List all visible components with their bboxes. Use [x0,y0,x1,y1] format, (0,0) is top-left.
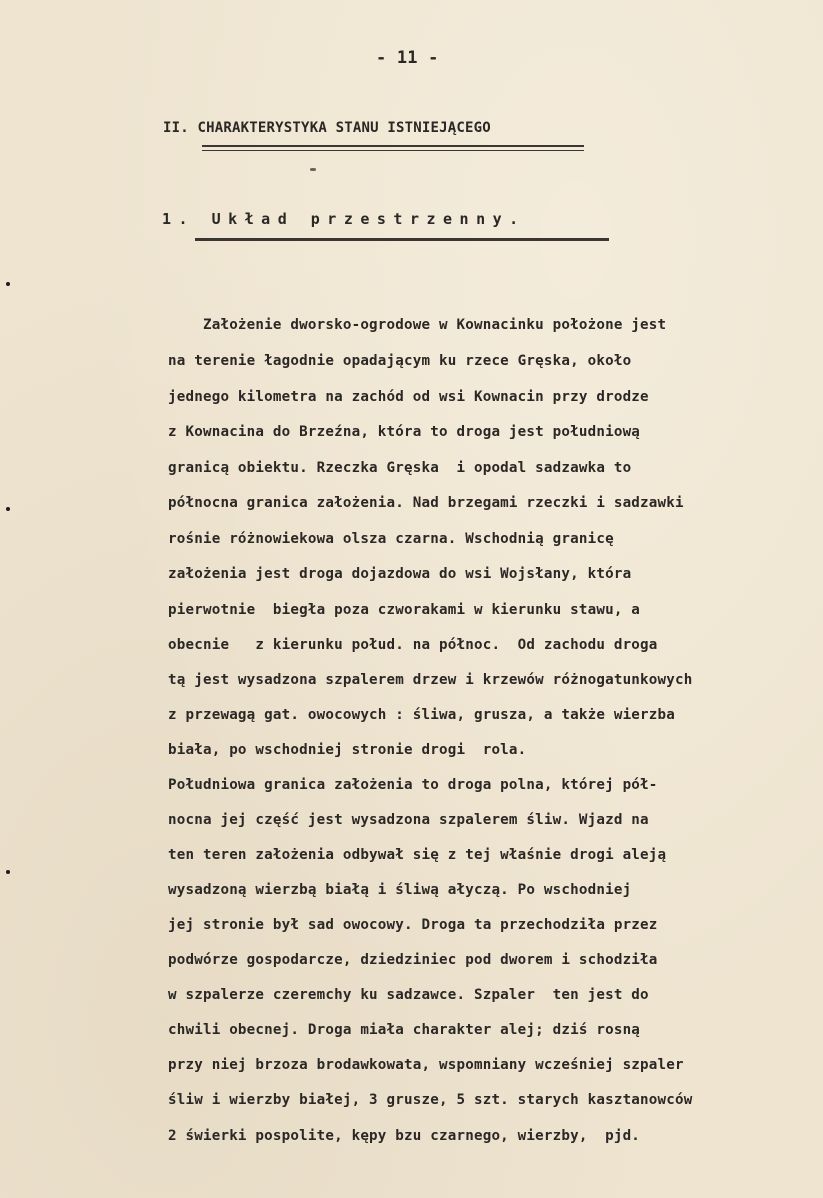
paragraph-line: przy niej brzoza brodawkowata, wspomniany wcześniej szpaler [168,1057,684,1073]
paragraph-line: wysadzoną wierzbą białą i śliwą ałyczą. Po wschodniej [168,882,632,898]
subheading: 1. Układ przestrzenny. [162,210,526,228]
paragraph-line: z przewagą gat. owocowych : śliwa, grusza, a także wierzba [168,707,676,723]
paragraph-line: 2 świerki pospolite, kępy bzu czarnego, wierzby, pjd. [168,1128,641,1144]
section-heading-underline [202,145,584,147]
subheading-underline [195,238,609,241]
paragraph-line: obecnie z kierunku połud. na północ. Od zachodu droga [168,637,658,653]
paragraph-line: podwórze gospodarcze, dziedziniec pod dworem i schodziła [168,952,658,968]
paragraph-line: północna granica założenia. Nad brzegami rzeczki i sadzawki [168,495,684,511]
paragraph-line: rośnie różnowiekowa olsza czarna. Wschodnią granicę [168,531,614,547]
paragraph-line: nocna jej część jest wysadzona szpalerem śliw. Wjazd na [168,812,649,828]
page-number: - 11 - [376,48,439,68]
section-heading-underline-second [202,150,584,151]
paragraph-line: założenia jest droga dojazdowa do wsi Wojsłany, która [168,566,632,582]
paragraph-line: śliw i wierzby białej, 3 grusze, 5 szt. starych kasztanowców [168,1092,693,1108]
paragraph-line: chwili obecnej. Droga miała charakter alej; dziś rosną [168,1022,641,1038]
paragraph-line: tą jest wysadzona szpalerem drzew i krzewów różnogatunkowych [168,672,693,688]
paragraph-line: granicą obiektu. Rzeczka Gręska i opodal sadzawka to [168,460,632,476]
paragraph-line: biała, po wschodniej stronie drogi rola. [168,742,527,758]
paragraph-line: ten teren założenia odbywał się z tej właśnie drogi aleją [168,847,667,863]
paragraph-line: na terenie łagodnie opadającym ku rzece Gręska, około [168,353,632,369]
paragraph-line: w szpalerze czeremchy ku sadzawce. Szpaler ten jest do [168,987,649,1003]
paragraph-line: Południowa granica założenia to droga polna, której pół- [168,777,658,793]
stray-mark [310,168,316,171]
section-heading: II. CHARAKTERYSTYKA STANU ISTNIEJĄCEGO [163,120,491,136]
paragraph-line: pierwotnie biegła poza czworakami w kierunku stawu, a [168,602,641,618]
paragraph-line: z Kownacina do Brzeźna, która to droga jest południową [168,424,641,440]
margin-dot [6,282,10,286]
paragraph-line: jej stronie był sad owocowy. Droga ta przechodziła przez [168,917,658,933]
paragraph-line: jednego kilometra na zachód od wsi Kownacin przy drodze [168,389,649,405]
paragraph-line: Założenie dworsko-ogrodowe w Kownacinku położone jest [168,317,667,333]
margin-dot [6,870,10,874]
margin-dot [6,507,10,511]
